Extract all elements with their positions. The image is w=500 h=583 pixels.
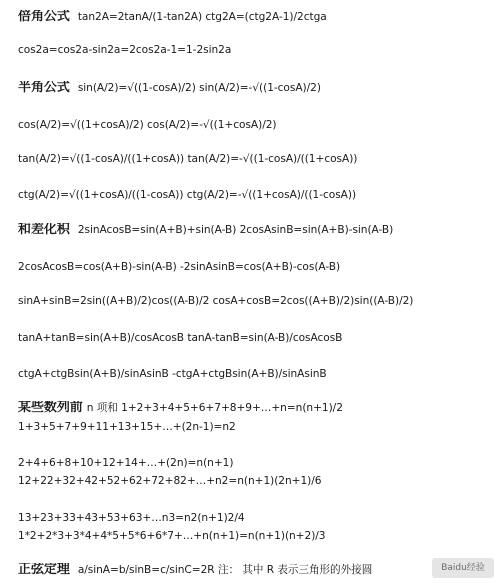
formula-line: [18, 474, 496, 488]
formula-text: 2+4+6+8+10+12+14+…+(2n)=n(n+1): [18, 457, 234, 469]
formula-line: [18, 401, 496, 415]
section-heading: 某些数列前: [18, 401, 83, 415]
formula-line: [18, 511, 496, 525]
formula-line: [18, 118, 496, 132]
formula-text: sin(A/2)=√((1-cosA)/2) sin(A/2)=-√((1-cosA)/2): [77, 82, 321, 94]
formula-line: [18, 331, 496, 345]
watermark-logo: Baidu经验: [432, 558, 494, 578]
formula-text: cos2a=cos2a-sin2a=2cos2a-1=1-2sin2a: [18, 44, 232, 56]
formula-line: [18, 420, 496, 434]
formula-line: [18, 152, 496, 166]
formula-text: ctg(A/2)=√((1+cosA)/((1-cosA)) ctg(A/2)=-√((1+cosA)/((1-cosA)): [18, 189, 357, 201]
formula-text: n 项和 1+2+3+4+5+6+7+8+9+…+n=n(n+1)/2: [86, 402, 343, 414]
formula-line: [18, 563, 496, 577]
formula-line: [18, 223, 496, 237]
formula-text: tan(A/2)=√((1-cosA)/((1+cosA)) tan(A/2)=-√((1-cosA)/((1+cosA)): [18, 153, 358, 165]
formula-text: 13+23+33+43+53+63+…n3=n2(n+1)2/4: [18, 512, 245, 524]
formula-line: [18, 188, 496, 202]
formula-text: 2cosAcosB=cos(A+B)-sin(A-B) -2sinAsinB=cos(A+B)-cos(A-B): [18, 261, 341, 273]
formula-text: a/sinA=b/sinB=c/sinC=2R 注： 其中 R 表示三角形的外接圆: [77, 564, 373, 576]
formula-text: cos(A/2)=√((1+cosA)/2) cos(A/2)=-√((1+cosA)/2): [18, 119, 277, 131]
formula-text: 1*2+2*3+3*4+4*5+5*6+6*7+…+n(n+1)=n(n+1)(n+2)/3: [18, 530, 326, 542]
formula-line: [18, 294, 496, 308]
formula-line: [18, 260, 496, 274]
formula-line: [18, 10, 496, 24]
formula-text: 1+3+5+7+9+11+13+15+…+(2n-1)=n2: [18, 421, 236, 433]
section-heading: 和差化积: [18, 223, 70, 237]
formula-text: ctgA+ctgBsin(A+B)/sinAsinB -ctgA+ctgBsin(A+B)/sinAsinB: [18, 368, 327, 380]
formula-text: 2sinAcosB=sin(A+B)+sin(A-B) 2cosAsinB=sin(A+B)-sin(A-B): [77, 224, 394, 236]
formula-line: [18, 456, 496, 470]
formula-text: tanA+tanB=sin(A+B)/cosAcosB tanA-tanB=sin(A-B)/cosAcosB: [18, 332, 343, 344]
section-heading: 正弦定理: [18, 563, 70, 577]
formula-line: [18, 43, 496, 57]
formula-text: 12+22+32+42+52+62+72+82+…+n2=n(n+1)(2n+1)/6: [18, 475, 322, 487]
section-heading: 倍角公式: [18, 10, 70, 24]
formula-line: [18, 81, 496, 95]
formula-text: tan2A=2tanA/(1-tan2A) ctg2A=(ctg2A-1)/2ctga: [77, 11, 327, 23]
formula-text: sinA+sinB=2sin((A+B)/2)cos((A-B)/2 cosA+cosB=2cos((A+B)/2)sin((A-B)/2): [18, 295, 414, 307]
formula-line: [18, 529, 496, 543]
section-heading: 半角公式: [18, 81, 70, 95]
formula-line: [18, 367, 496, 381]
